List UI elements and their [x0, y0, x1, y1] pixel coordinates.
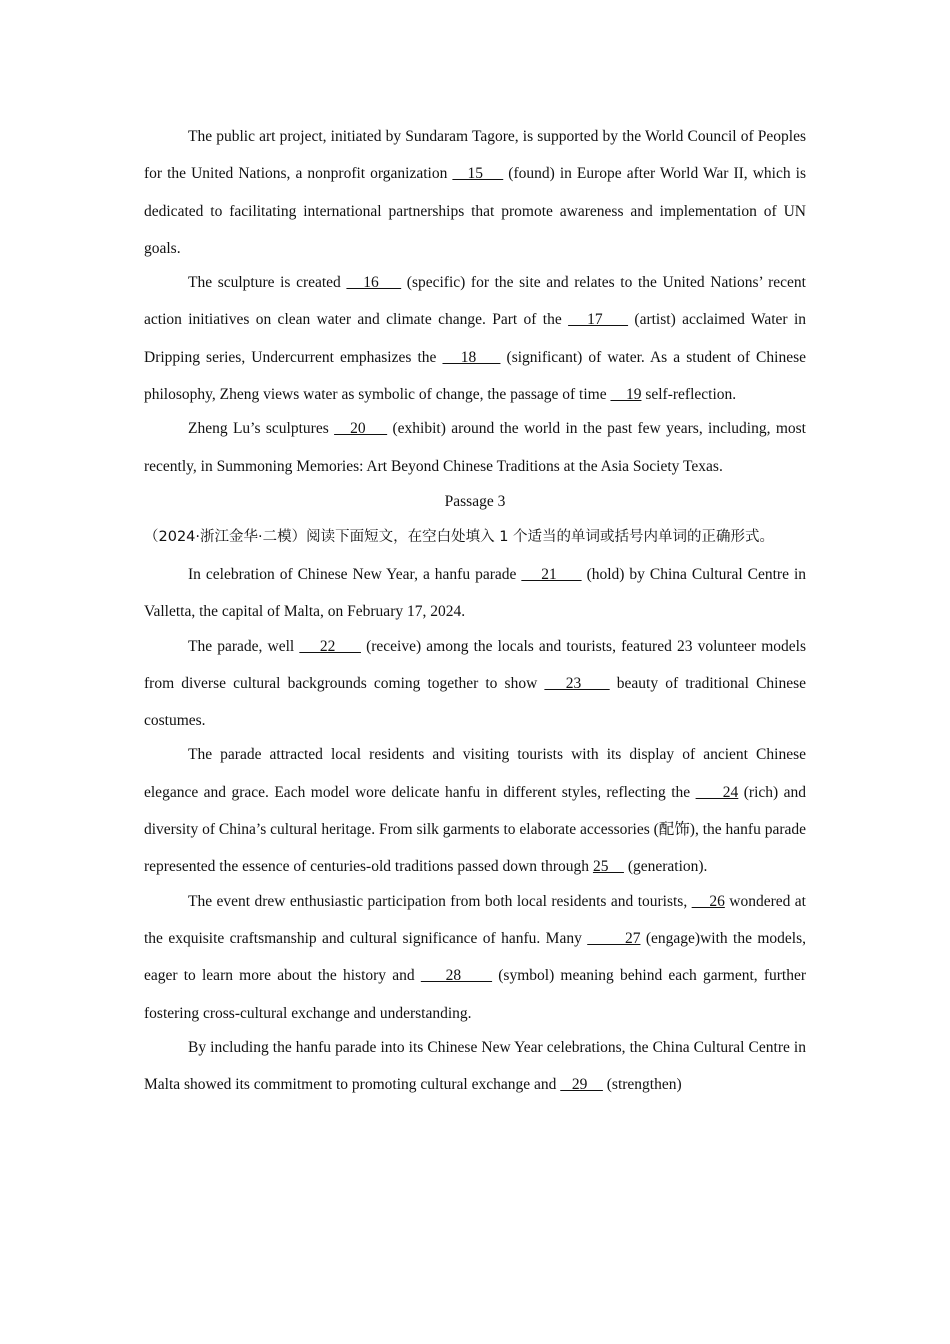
text-segment: By including the hanfu parade into its Chinese New Year celebrations, the China Cultural Centre in Malta showed its commitment to promoting cultural exchange and [144, 1038, 806, 1094]
text-segment: (hold) by China Cultural Centre in Valletta, the capital of Malta, on February 17, 2024. [144, 565, 807, 621]
blank-24[interactable]: 24 [695, 783, 739, 801]
blank-21[interactable]: 21 [521, 565, 582, 583]
passage3-paragraph-4 [144, 883, 806, 1032]
blank-19[interactable]: 19 [610, 386, 642, 404]
blank-18[interactable]: 18 [442, 348, 501, 366]
text-segment: The event drew enthusiastic participation from both local residents and tourists, [188, 892, 692, 910]
text-segment: (found) in Europe after World War II, which is dedicated to facilitating international partnerships that promote awareness and implementation of UN goals. [144, 165, 807, 257]
passage2-paragraph-1 [144, 118, 806, 267]
text-segment: (symbol) meaning behind each garment, further fostering cross-cultural exchange and understanding. [144, 967, 806, 1022]
text-segment: (exhibit) around the world in the past few years, including, most recently, in Summoning Memories: Art Beyond Chinese Traditions at the Asia Society Texas. [144, 420, 806, 475]
blank-23[interactable]: 23 [544, 674, 610, 692]
text-segment: The parade attracted local residents and visiting tourists with its display of ancient Chinese elegance and grace. Each model wore delicate hanfu in different styles, reflecting the [144, 746, 806, 801]
passage3-paragraph-2 [144, 628, 806, 740]
passage2-paragraph-2 [144, 264, 806, 413]
text-segment: (generation). [623, 858, 708, 876]
passage3-instruction: （2024·浙江金华·二模）阅读下面短文，在空白处填入 1 个适当的单词或括号内单词的正确形式。 [144, 528, 775, 545]
text-segment: (specific) for the site and relates to the United Nations’ recent action initiatives on clean water and climate change. Part of the [144, 274, 806, 329]
text-segment: Zheng Lu’s sculptures [188, 420, 335, 438]
blank-28[interactable]: 28 [420, 967, 493, 985]
passage3-paragraph-5 [144, 1029, 806, 1104]
passage2-paragraph-3 [144, 410, 806, 485]
blank-16[interactable]: 16 [346, 274, 402, 292]
text-segment: (significant) of water. As a student of Chinese philosophy, Zheng views water as symbolic of change, the passage of time [144, 348, 806, 404]
blank-27[interactable]: 27 [587, 929, 641, 947]
text-segment: beauty of traditional Chinese costumes. [144, 674, 807, 730]
blank-15[interactable]: 15 [452, 165, 504, 183]
text-segment: In celebration of Chinese New Year, a hanfu parade [188, 565, 522, 583]
text-segment: wondered at the exquisite craftsmanship and cultural significance of hanfu. Many [144, 892, 806, 947]
passage3-title: Passage 3 [444, 492, 506, 510]
text-segment: The parade, well [188, 637, 300, 655]
text-segment: (strengthen) [602, 1076, 682, 1094]
text-segment: (engage)with the models, eager to learn more about the history and [144, 929, 806, 985]
blank-26[interactable]: 26 [691, 892, 725, 910]
document-page [144, 118, 806, 1103]
text-segment: self-reflection. [641, 386, 737, 404]
text-segment: The public art project, initiated by Sundaram Tagore, is supported by the World Council of Peoples for the United Nations, a nonprofit organization [144, 128, 806, 183]
blank-29[interactable]: 29 [560, 1076, 603, 1094]
blank-17[interactable]: 17 [568, 311, 629, 329]
passage3-paragraph-3 [144, 736, 806, 885]
blank-25[interactable]: 25 [592, 858, 624, 876]
text-segment: (rich) and diversity of China’s cultural heritage. From silk garments to elaborate accessories (配饰), the hanfu parade represented the essence of centuries-old traditions passed down through [144, 783, 806, 876]
blank-20[interactable]: 20 [334, 420, 388, 438]
blank-22[interactable]: 22 [299, 637, 361, 655]
text-segment: (artist) acclaimed Water in Dripping series, Undercurrent emphasizes the [144, 311, 806, 366]
text-segment: (receive) among the locals and tourists, featured 23 volunteer models from diverse cultural backgrounds coming together to show [144, 637, 807, 692]
passage3-paragraph-1 [144, 556, 806, 631]
text-segment: The sculpture is created [188, 274, 347, 292]
